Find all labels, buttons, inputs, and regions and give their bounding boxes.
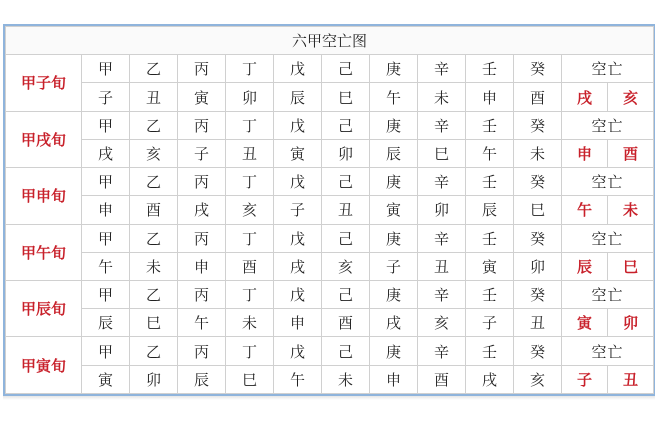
stem-cell: 己 xyxy=(322,55,370,83)
stem-cell: 戊 xyxy=(274,111,322,139)
kongwang-chart-frame xyxy=(3,24,655,396)
branch-cell: 卯 xyxy=(322,139,370,167)
stem-cell: 壬 xyxy=(466,337,514,365)
stem-cell: 辛 xyxy=(418,280,466,308)
branch-cell: 丑 xyxy=(322,196,370,224)
stem-row xyxy=(6,111,654,139)
branch-cell: 巳 xyxy=(514,196,562,224)
stem-cell: 辛 xyxy=(418,337,466,365)
branch-cell: 午 xyxy=(82,252,130,280)
branch-cell: 酉 xyxy=(226,252,274,280)
branch-cell: 丑 xyxy=(130,83,178,111)
stem-cell: 庚 xyxy=(370,55,418,83)
kongwang-label: 空亡 xyxy=(562,224,654,252)
xun-label: 甲寅旬 xyxy=(6,337,82,394)
branch-cell: 辰 xyxy=(466,196,514,224)
stem-cell: 辛 xyxy=(418,224,466,252)
stem-row xyxy=(6,224,654,252)
stem-cell: 乙 xyxy=(130,168,178,196)
stem-cell: 己 xyxy=(322,337,370,365)
branch-cell: 巳 xyxy=(130,309,178,337)
stem-cell: 辛 xyxy=(418,168,466,196)
branch-cell: 卯 xyxy=(418,196,466,224)
branch-cell: 午 xyxy=(370,83,418,111)
branch-cell: 未 xyxy=(514,139,562,167)
branch-row xyxy=(6,252,654,280)
branch-cell: 寅 xyxy=(82,365,130,393)
stem-cell: 戊 xyxy=(274,280,322,308)
branch-cell: 辰 xyxy=(274,83,322,111)
xun-label: 甲辰旬 xyxy=(6,280,82,336)
branch-cell: 申 xyxy=(82,196,130,224)
stem-cell: 丁 xyxy=(226,55,274,83)
stem-cell: 己 xyxy=(322,168,370,196)
kongwang-label: 空亡 xyxy=(562,168,654,196)
stem-cell: 壬 xyxy=(466,224,514,252)
kongwang-branch: 申 xyxy=(562,139,608,167)
kongwang-branch: 卯 xyxy=(608,309,654,337)
kongwang-branch: 戌 xyxy=(562,83,608,111)
branch-cell: 丑 xyxy=(226,139,274,167)
xun-label: 甲午旬 xyxy=(6,224,82,280)
stem-cell: 己 xyxy=(322,224,370,252)
table-title: 六甲空亡图 xyxy=(6,27,654,55)
branch-cell: 亥 xyxy=(322,252,370,280)
branch-cell: 子 xyxy=(274,196,322,224)
xun-label: 甲戌旬 xyxy=(6,111,82,167)
branch-cell: 戌 xyxy=(82,139,130,167)
branch-cell: 未 xyxy=(130,252,178,280)
stem-cell: 癸 xyxy=(514,280,562,308)
branch-cell: 巳 xyxy=(322,83,370,111)
branch-row xyxy=(6,309,654,337)
kongwang-branch: 酉 xyxy=(608,139,654,167)
branch-cell: 亥 xyxy=(418,309,466,337)
stem-cell: 乙 xyxy=(130,111,178,139)
stem-row xyxy=(6,55,654,83)
branch-cell: 午 xyxy=(466,139,514,167)
branch-cell: 未 xyxy=(226,309,274,337)
branch-cell: 戌 xyxy=(178,196,226,224)
branch-cell: 寅 xyxy=(274,139,322,167)
branch-cell: 卯 xyxy=(514,252,562,280)
branch-cell: 子 xyxy=(82,83,130,111)
branch-cell: 亥 xyxy=(226,196,274,224)
stem-cell: 壬 xyxy=(466,111,514,139)
branch-cell: 寅 xyxy=(370,196,418,224)
branch-cell: 子 xyxy=(178,139,226,167)
branch-cell: 酉 xyxy=(514,83,562,111)
branch-row xyxy=(6,83,654,111)
branch-cell: 卯 xyxy=(130,365,178,393)
stem-cell: 辛 xyxy=(418,55,466,83)
branch-cell: 申 xyxy=(370,365,418,393)
frame-shadow xyxy=(3,396,655,400)
stem-cell: 乙 xyxy=(130,224,178,252)
stem-cell: 丙 xyxy=(178,168,226,196)
branch-cell: 申 xyxy=(274,309,322,337)
kongwang-branch: 辰 xyxy=(562,252,608,280)
branch-cell: 戌 xyxy=(466,365,514,393)
stem-cell: 戊 xyxy=(274,224,322,252)
kongwang-branch: 巳 xyxy=(608,252,654,280)
branch-cell: 辰 xyxy=(82,309,130,337)
stem-cell: 甲 xyxy=(82,55,130,83)
stem-cell: 壬 xyxy=(466,280,514,308)
stem-cell: 甲 xyxy=(82,224,130,252)
stem-row xyxy=(6,337,654,365)
branch-cell: 巳 xyxy=(226,365,274,393)
branch-cell: 午 xyxy=(274,365,322,393)
stem-cell: 乙 xyxy=(130,55,178,83)
kongwang-branch: 子 xyxy=(562,365,608,393)
branch-cell: 子 xyxy=(466,309,514,337)
stem-cell: 丁 xyxy=(226,224,274,252)
branch-cell: 申 xyxy=(466,83,514,111)
stem-cell: 壬 xyxy=(466,168,514,196)
branch-cell: 申 xyxy=(178,252,226,280)
branch-cell: 未 xyxy=(322,365,370,393)
stem-cell: 甲 xyxy=(82,337,130,365)
stem-cell: 丙 xyxy=(178,280,226,308)
kongwang-branch: 丑 xyxy=(608,365,654,393)
stem-cell: 乙 xyxy=(130,280,178,308)
branch-cell: 辰 xyxy=(370,139,418,167)
kongwang-label: 空亡 xyxy=(562,337,654,365)
branch-cell: 寅 xyxy=(466,252,514,280)
stem-cell: 癸 xyxy=(514,168,562,196)
kongwang-branch: 亥 xyxy=(608,83,654,111)
stem-cell: 庚 xyxy=(370,280,418,308)
branch-row xyxy=(6,196,654,224)
xun-label: 甲申旬 xyxy=(6,168,82,224)
stem-cell: 丙 xyxy=(178,55,226,83)
branch-cell: 辰 xyxy=(178,365,226,393)
stem-cell: 丁 xyxy=(226,280,274,308)
branch-cell: 酉 xyxy=(130,196,178,224)
stem-cell: 壬 xyxy=(466,55,514,83)
branch-cell: 卯 xyxy=(226,83,274,111)
kongwang-branch: 寅 xyxy=(562,309,608,337)
stem-cell: 丙 xyxy=(178,224,226,252)
xun-label: 甲子旬 xyxy=(6,55,82,111)
branch-cell: 午 xyxy=(178,309,226,337)
stem-row xyxy=(6,280,654,308)
branch-cell: 酉 xyxy=(322,309,370,337)
branch-cell: 戌 xyxy=(370,309,418,337)
branch-row xyxy=(6,365,654,393)
stem-cell: 己 xyxy=(322,280,370,308)
stem-cell: 己 xyxy=(322,111,370,139)
stem-cell: 乙 xyxy=(130,337,178,365)
kongwang-branch: 午 xyxy=(562,196,608,224)
kongwang-branch: 未 xyxy=(608,196,654,224)
stem-cell: 癸 xyxy=(514,337,562,365)
branch-cell: 亥 xyxy=(514,365,562,393)
branch-cell: 子 xyxy=(370,252,418,280)
branch-cell: 酉 xyxy=(418,365,466,393)
kongwang-label: 空亡 xyxy=(562,55,654,83)
stem-cell: 庚 xyxy=(370,337,418,365)
stem-cell: 甲 xyxy=(82,168,130,196)
stem-cell: 甲 xyxy=(82,111,130,139)
branch-row xyxy=(6,139,654,167)
stem-cell: 癸 xyxy=(514,111,562,139)
branch-cell: 亥 xyxy=(130,139,178,167)
stem-cell: 丙 xyxy=(178,111,226,139)
stem-cell: 戊 xyxy=(274,55,322,83)
stem-cell: 丙 xyxy=(178,337,226,365)
stem-cell: 庚 xyxy=(370,111,418,139)
branch-cell: 戌 xyxy=(274,252,322,280)
stem-cell: 戊 xyxy=(274,168,322,196)
stem-cell: 癸 xyxy=(514,224,562,252)
stem-cell: 癸 xyxy=(514,55,562,83)
stem-cell: 丁 xyxy=(226,168,274,196)
stem-cell: 辛 xyxy=(418,111,466,139)
kongwang-label: 空亡 xyxy=(562,111,654,139)
branch-cell: 丑 xyxy=(514,309,562,337)
branch-cell: 寅 xyxy=(178,83,226,111)
branch-cell: 未 xyxy=(418,83,466,111)
kongwang-label: 空亡 xyxy=(562,280,654,308)
stem-row xyxy=(6,168,654,196)
stem-cell: 丁 xyxy=(226,337,274,365)
stem-cell: 戊 xyxy=(274,337,322,365)
stem-cell: 庚 xyxy=(370,224,418,252)
stem-cell: 丁 xyxy=(226,111,274,139)
branch-cell: 丑 xyxy=(418,252,466,280)
stem-cell: 庚 xyxy=(370,168,418,196)
kongwang-table xyxy=(5,26,654,394)
stem-cell: 甲 xyxy=(82,280,130,308)
branch-cell: 巳 xyxy=(418,139,466,167)
